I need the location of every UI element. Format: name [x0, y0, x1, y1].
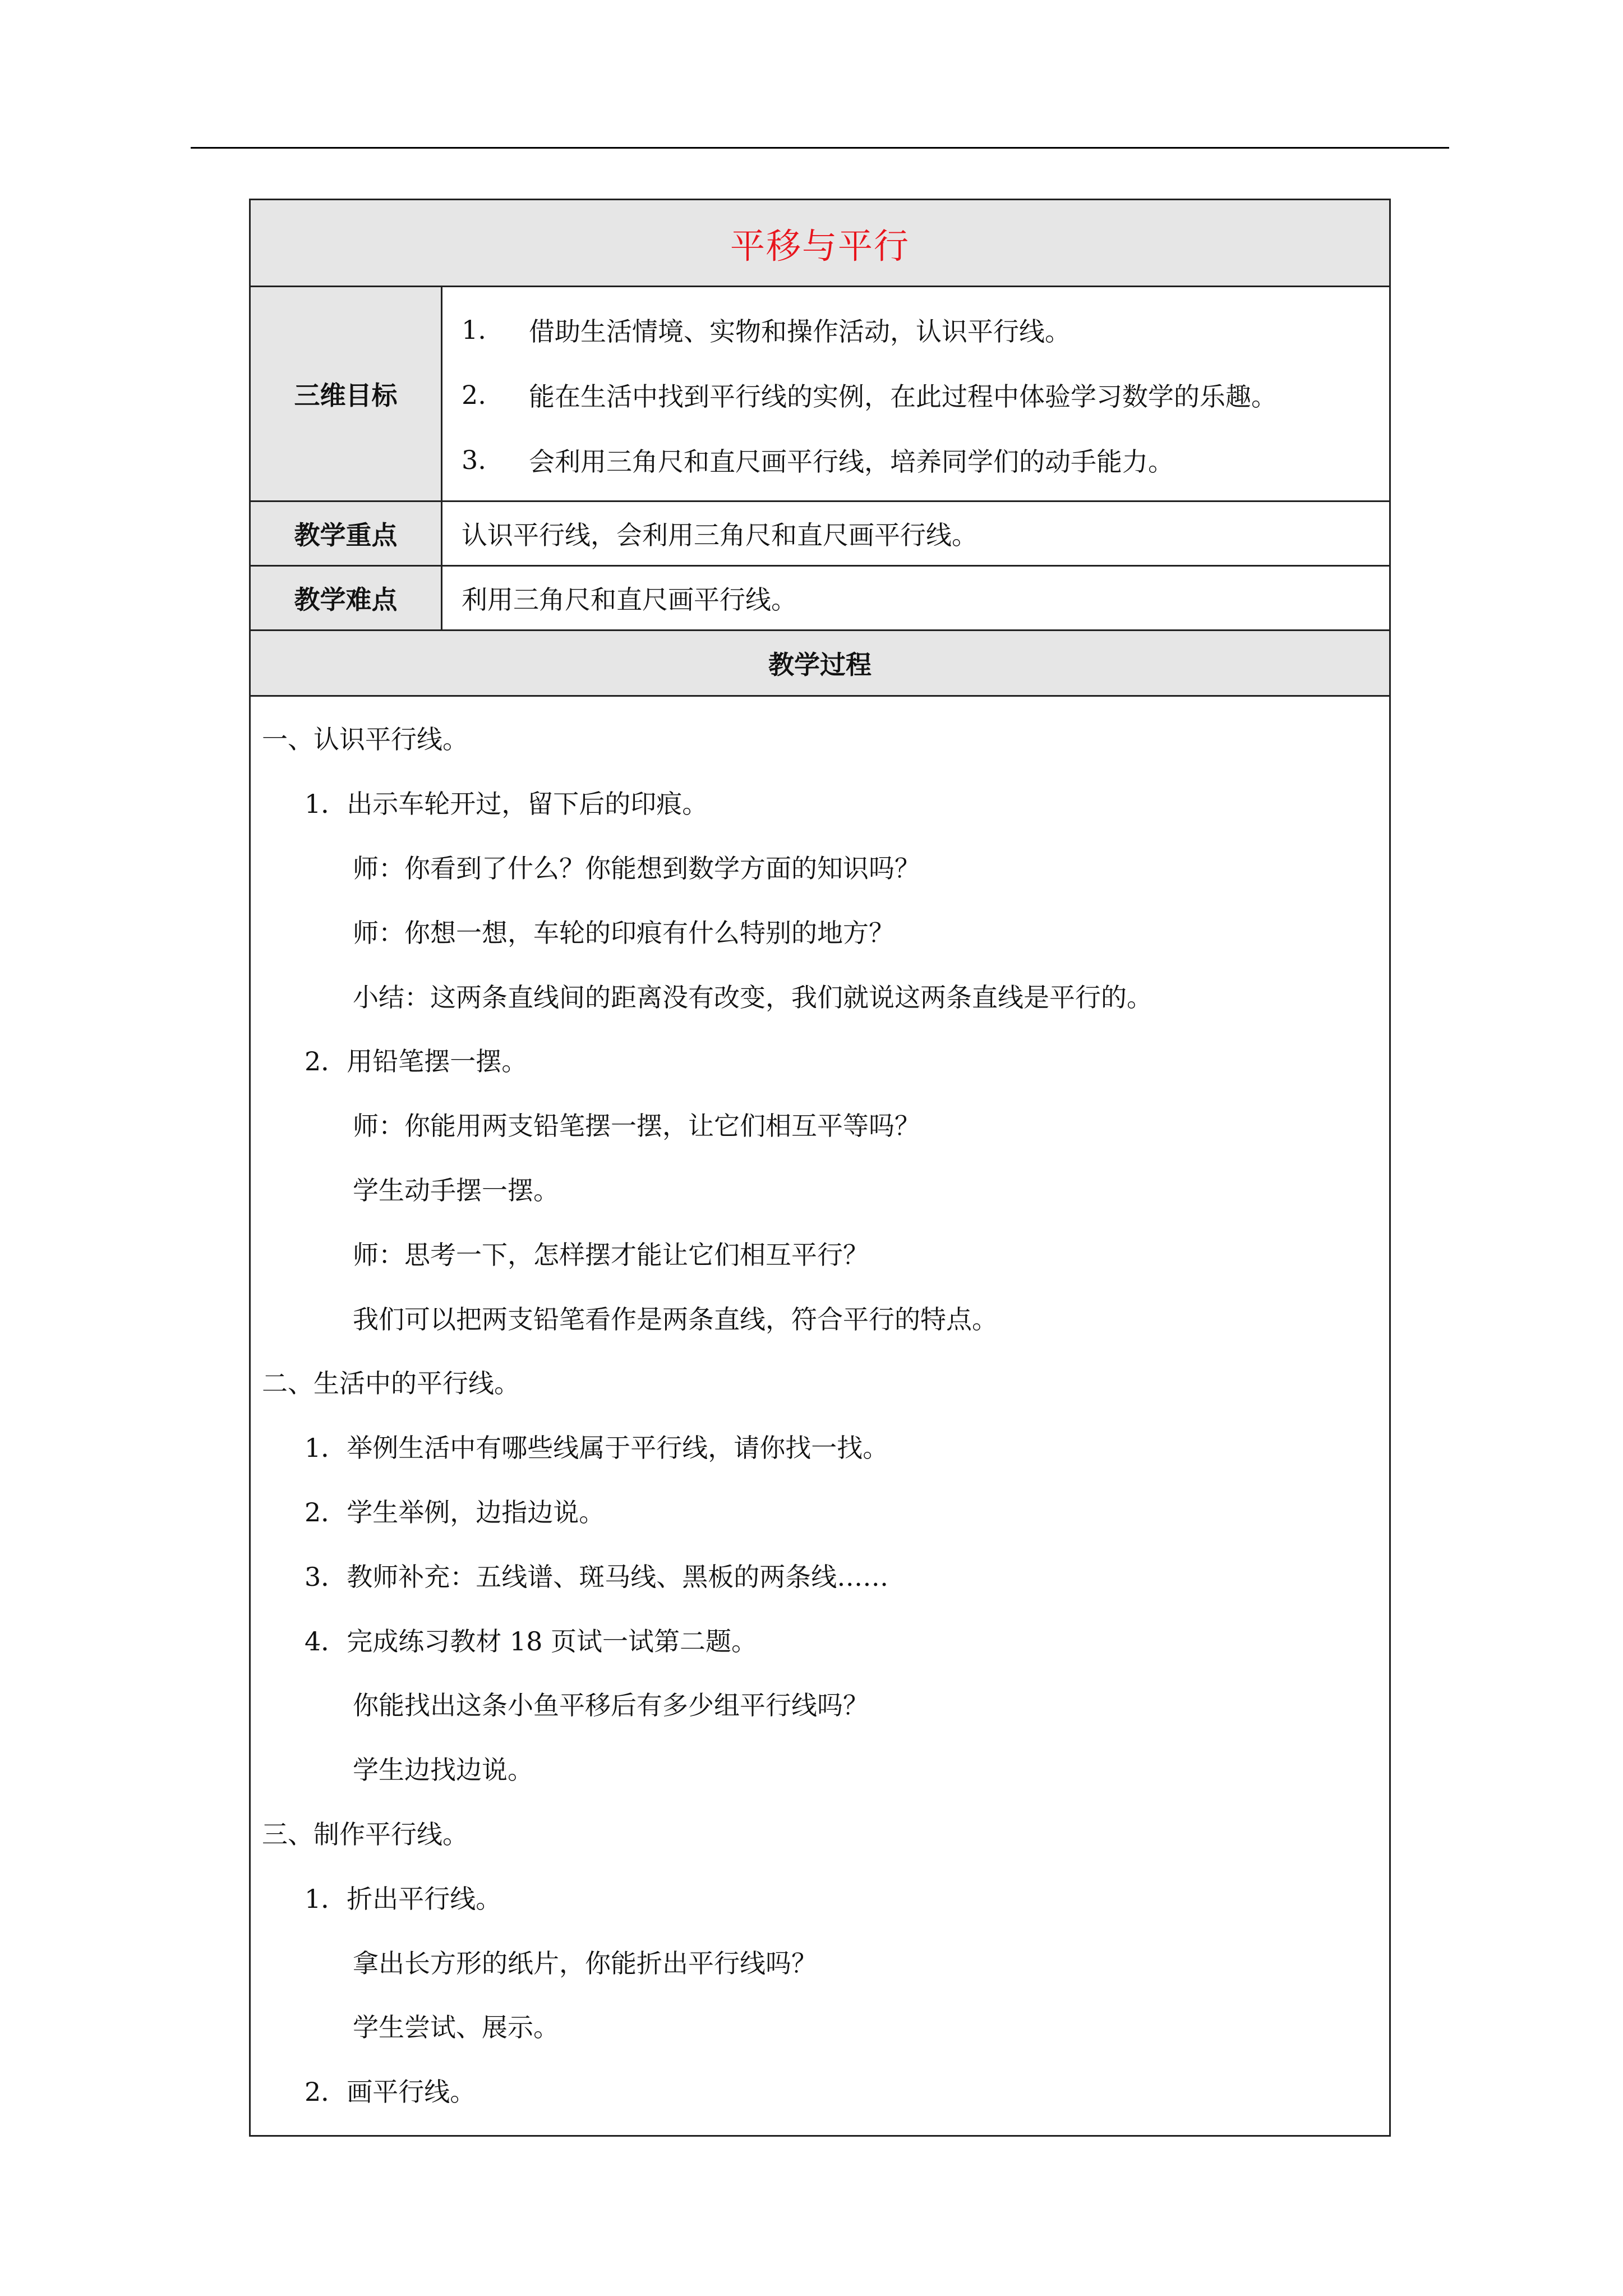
title-cell: [250, 200, 1390, 287]
objectives-label: 三维目标: [250, 287, 442, 501]
process-line: 你能找出这条小鱼平移后有多少组平行线吗？: [353, 1690, 869, 1721]
process-line: 二、生活中的平行线。: [262, 1368, 520, 1399]
process-line: 学生边找边说。: [353, 1755, 533, 1786]
process-line: 1．出示车轮开过，留下后的印痕。: [305, 789, 708, 820]
objective-item: [442, 362, 1389, 427]
objective-number: 1.: [462, 315, 486, 345]
process-line: 我们可以把两支铅笔看作是两条直线，符合平行的特点。: [353, 1304, 998, 1335]
process-line: 师：你想一想，车轮的印痕有什么特别的地方？: [353, 917, 895, 948]
objective-item: [442, 427, 1389, 493]
difficulty-row: [250, 566, 1390, 631]
process-line: 1．举例生活中有哪些线属于平行线，请你找一找。: [305, 1433, 889, 1464]
process-line: 学生尝试、展示。: [353, 2012, 559, 2043]
objective-text: 会利用三角尺和直尺画平行线，培养同学们的动手能力。: [529, 447, 1174, 477]
page-title: 平移与平行: [730, 225, 910, 266]
difficulty-text: 利用三角尺和直尺画平行线。: [442, 566, 1390, 631]
process-heading-row: [250, 631, 1390, 696]
process-line: 师：你看到了什么？你能想到数学方面的知识吗？: [353, 853, 920, 884]
process-line: 1．折出平行线。: [305, 1883, 502, 1914]
process-line: 3．教师补充：五线谱、斑马线、黑板的两条线……: [305, 1561, 889, 1592]
key-point-text: 认识平行线，会利用三角尺和直尺画平行线。: [442, 501, 1390, 566]
process-line: 师：思考一下，怎样摆才能让它们相互平行？: [353, 1239, 869, 1270]
objective-text: 能在生活中找到平行线的实例，在此过程中体验学习数学的乐趣。: [529, 381, 1277, 412]
process-line: 三、制作平行线。: [262, 1819, 468, 1849]
objectives-row: [250, 287, 1390, 501]
objective-number: 2.: [462, 380, 486, 410]
difficulty-label: 教学难点: [250, 566, 442, 631]
process-line: 学生动手摆一摆。: [353, 1175, 559, 1205]
process-line: 4．完成练习教材 18 页试一试第二题。: [305, 1626, 758, 1657]
process-line: 2．画平行线。: [305, 2077, 476, 2108]
header-rule: [191, 147, 1449, 149]
process-line: 2．学生举例，边指边说。: [305, 1497, 605, 1527]
process-line: 小结：这两条直线间的距离没有改变，我们就说这两条直线是平行的。: [353, 982, 1152, 1013]
process-row: [250, 696, 1390, 2136]
lesson-plan-table: [249, 199, 1391, 2137]
title-row: [250, 200, 1390, 287]
process-body: [250, 696, 1390, 2136]
objectives-list: [442, 287, 1390, 501]
objective-number: 3.: [462, 445, 486, 475]
objective-text: 借助生活情境、实物和操作活动，认识平行线。: [529, 316, 1071, 347]
key-point-label: 教学重点: [250, 501, 442, 566]
process-line: 师：你能用两支铅笔摆一摆，让它们相互平等吗？: [353, 1111, 920, 1142]
objective-item: [442, 297, 1389, 362]
process-line: 一、认识平行线。: [262, 724, 468, 755]
process-heading: 教学过程: [250, 631, 1390, 696]
process-line: 拿出长方形的纸片，你能折出平行线吗？: [353, 1948, 817, 1978]
process-line: 2．用铅笔摆一摆。: [305, 1046, 528, 1077]
key-point-row: [250, 501, 1390, 566]
